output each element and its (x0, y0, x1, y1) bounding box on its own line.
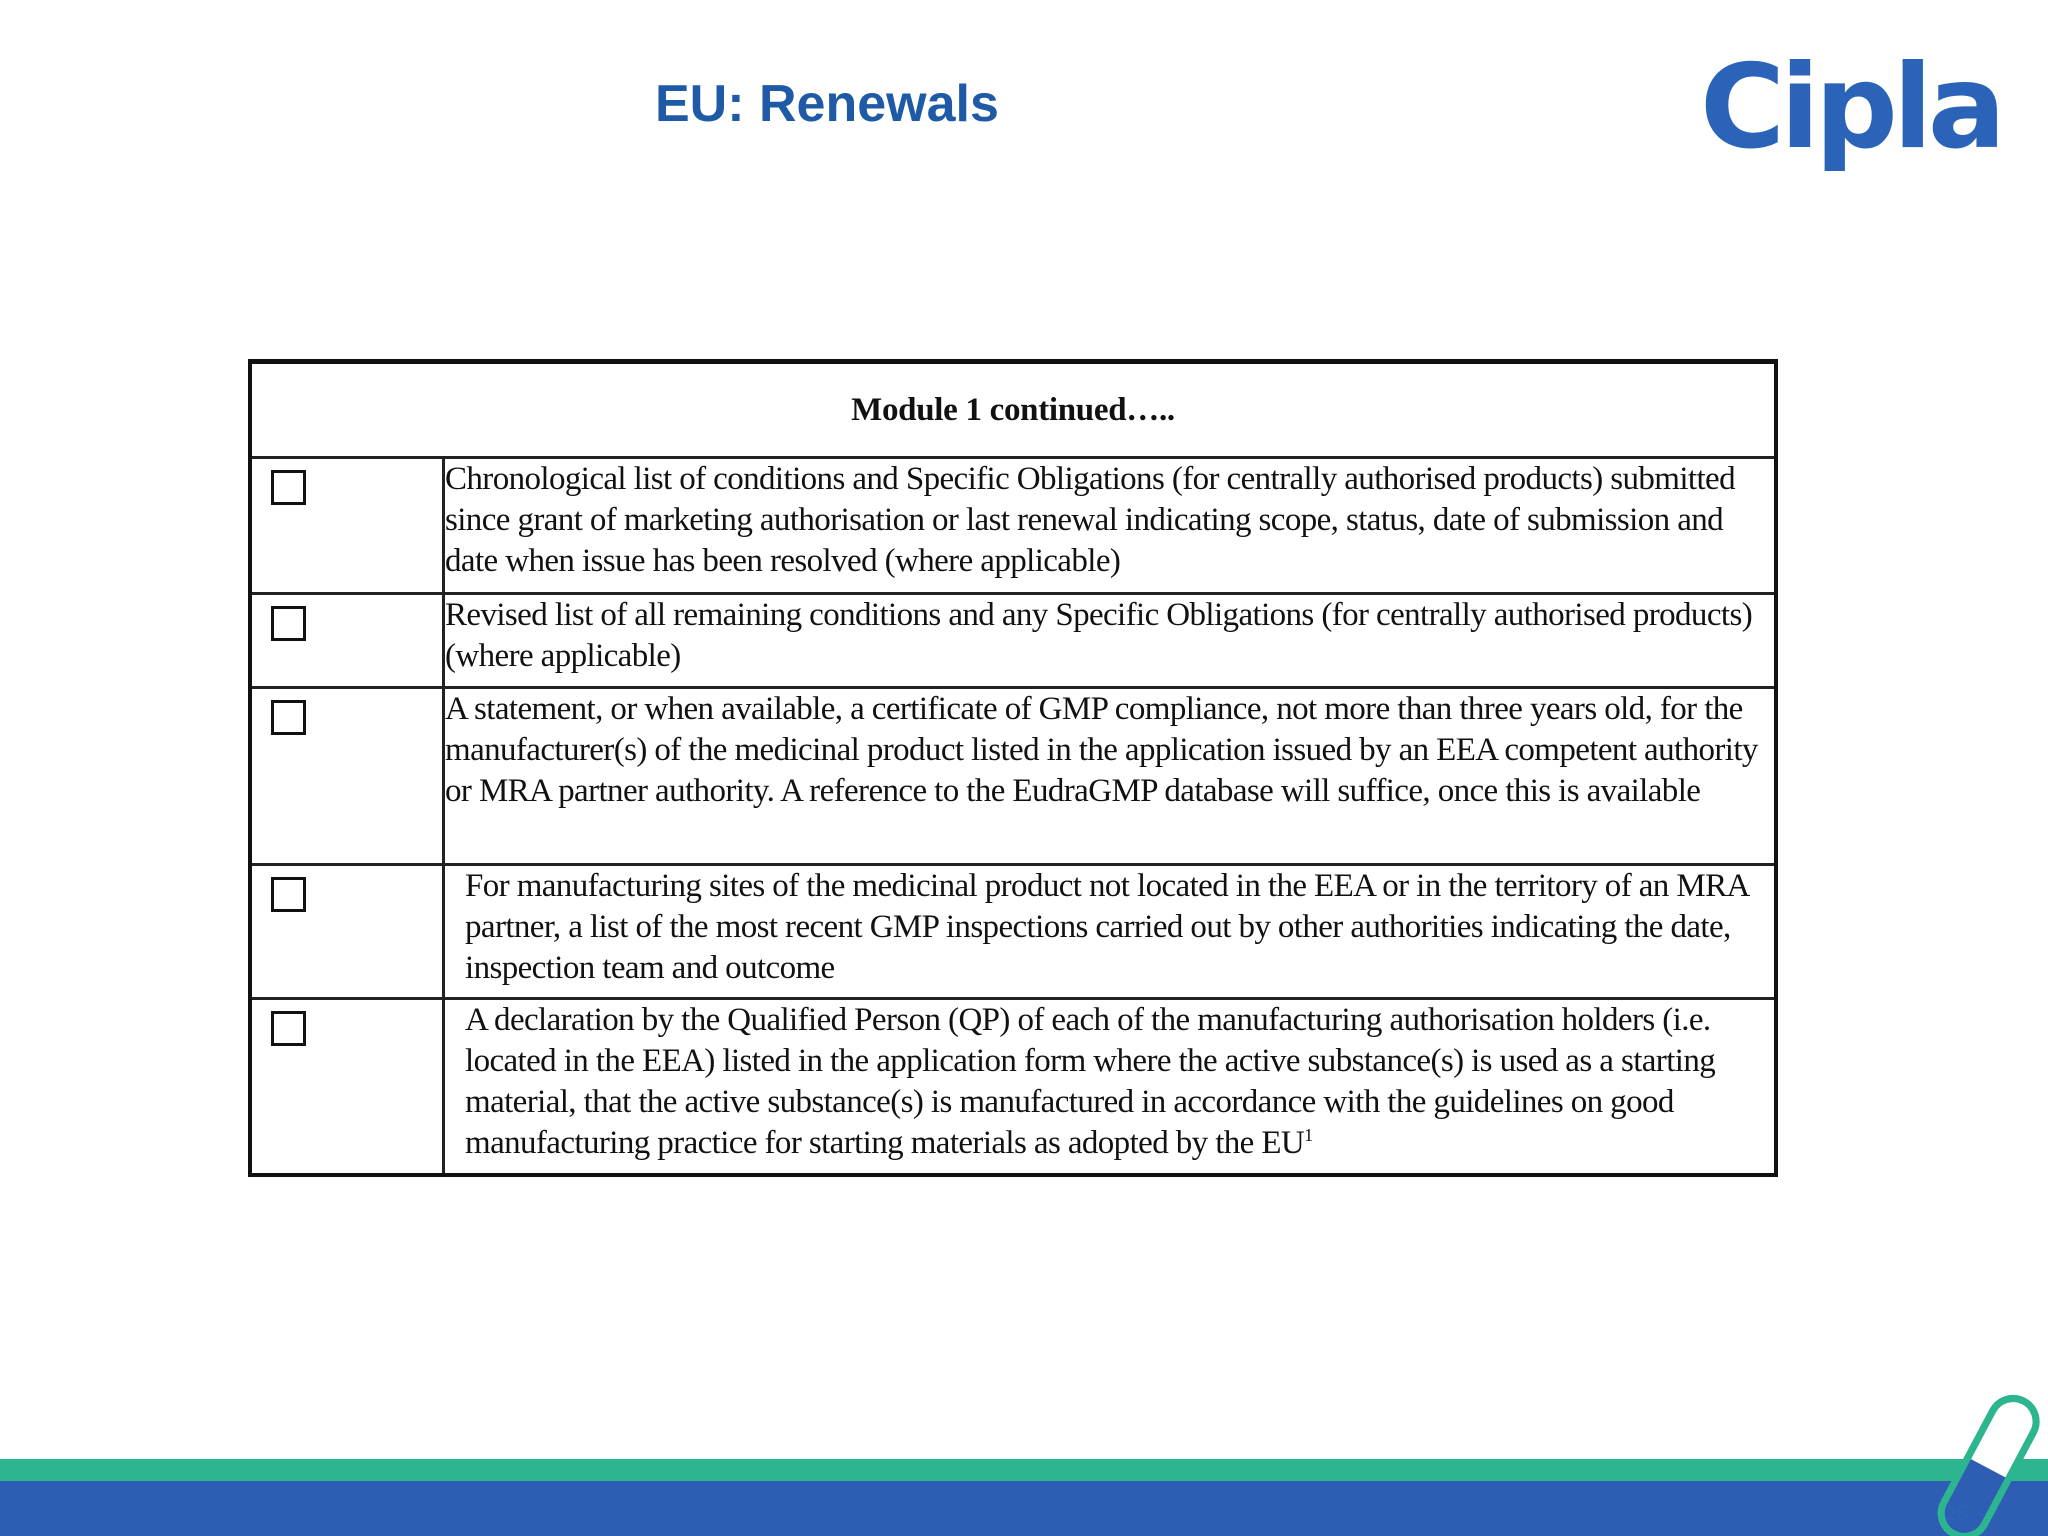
table-row (250, 999, 1776, 1175)
table-heading-row (250, 362, 1776, 458)
footer-green-band (0, 1459, 2048, 1481)
checkbox-icon[interactable] (271, 877, 306, 912)
checkbox-icon[interactable] (271, 700, 306, 735)
row-text: Chronological list of conditions and Specific Obligations (for centrally authorised products) submitted since grant of marketing authorisation or last renewal indicating scope, status, date of submission and date when issue has been resolved (where applicable) (444, 458, 1777, 594)
page-number: 25 (1945, 1503, 1969, 1525)
checkbox-cell (250, 688, 444, 865)
module-1-checklist-table (248, 359, 1778, 1177)
row-text: A statement, or when available, a certificate of GMP compliance, not more than three years old, for the manufacturer(s) of the medicinal product listed in the application issued by an EEA competent authority or MRA partner authority. A reference to the EudraGMP database will suffice, once this is available (444, 688, 1777, 865)
table-row (250, 688, 1776, 865)
table-heading: Module 1 continued….. (250, 362, 1776, 458)
checkbox-cell (250, 458, 444, 594)
row-text: For manufacturing sites of the medicinal product not located in the EEA or in the territory of an MRA partner, a list of the most recent GMP inspections carried out by other authorities indicating the date, inspection team and outcome (444, 865, 1777, 999)
row-text: Revised list of all remaining conditions and any Specific Obligations (for centrally authorised products) (where applicable) (444, 594, 1777, 688)
table-row (250, 865, 1776, 999)
row-text (444, 999, 1777, 1175)
footnote-marker: 1 (1304, 1125, 1313, 1145)
checkbox-icon[interactable] (271, 470, 306, 505)
checkbox-icon[interactable] (271, 606, 306, 641)
table-row (250, 594, 1776, 688)
pill-capsule-icon (1920, 1385, 2040, 1536)
footer-blue-band (0, 1481, 2048, 1536)
slide-title: EU: Renewals (655, 75, 999, 133)
cipla-logo: Cipla (1700, 40, 2001, 175)
checkbox-icon[interactable] (271, 1011, 306, 1046)
checkbox-cell (250, 999, 444, 1175)
checkbox-cell (250, 594, 444, 688)
table-row (250, 458, 1776, 594)
row-text-body: A declaration by the Qualified Person (QP) of each of the manufacturing authorisation holders (i.e. located in the EEA) listed in the application form where the active substance(s) is used as a starting material, that the active substance(s) is manufactured in accordance with the guidelines on good manufacturing practice for starting materials as adopted by the EU (465, 1002, 1716, 1161)
checkbox-cell (250, 865, 444, 999)
